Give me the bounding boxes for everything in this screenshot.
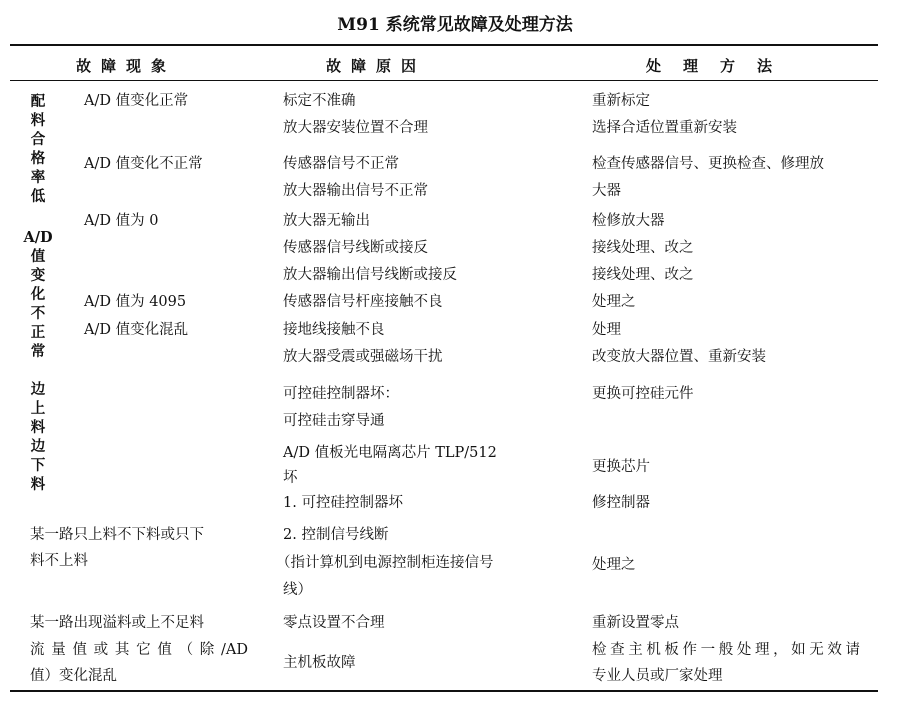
header-symptom: 故障现象 <box>76 57 177 75</box>
header-method: 处理方法 <box>646 57 795 75</box>
cause-cell: 2. 控制信号线断 <box>283 527 389 543</box>
cause-cell: 放大器输出信号不正常 <box>283 183 428 199</box>
method-cell: 处理之 <box>592 557 636 573</box>
cause-cell: 接地线接触不良 <box>283 322 385 338</box>
cause-cell: 可控硅击穿导通 <box>283 413 385 429</box>
cause-cell: 可控硅控制器坏： <box>283 386 399 402</box>
symptom-cell: 某一路出现溢料或上不足料 <box>30 615 204 631</box>
method-cell: 改变放大器位置、重新安装 <box>592 349 766 365</box>
symptom-cell: A/D 值变化混乱 <box>84 322 189 338</box>
cause-cell: 传感器信号线断或接反 <box>283 240 428 256</box>
cause-cell: 零点设置不合理 <box>283 615 385 631</box>
method-cell: 更换芯片 <box>592 459 650 475</box>
method-cell: 检查主机板作一般处理，如无效请 <box>592 642 860 658</box>
method-cell: 专业人员或厂家处理 <box>592 668 723 684</box>
method-cell: 重新设置零点 <box>592 615 679 631</box>
cause-cell: 传感器信号不正常 <box>283 156 399 172</box>
cause-cell: 放大器输出信号线断或接反 <box>283 267 457 283</box>
cause-cell: 标定不准确 <box>283 93 356 109</box>
symptom-cell: A/D 值变化正常 <box>84 93 189 109</box>
page-title: M91 系统常见故障及处理方法 <box>337 15 573 35</box>
method-cell: 检查传感器信号、更换检查、修理放 <box>592 156 824 172</box>
symptom-cell: A/D 值为 4095 <box>84 294 187 310</box>
cause-cell: 放大器无输出 <box>283 213 370 229</box>
group-label-ad: A/D 值 变 化 不 正 常 <box>23 229 53 360</box>
method-cell: 重新标定 <box>592 93 650 109</box>
symptom-cell: 某一路只上料不下料或只下 <box>30 527 204 543</box>
method-cell: 大器 <box>592 183 621 199</box>
method-cell: 处理 <box>592 322 621 338</box>
group-label-batching: 配 料 合 格 率 低 <box>30 93 46 205</box>
method-cell: 处理之 <box>592 294 636 310</box>
symptom-cell: 值）变化混乱 <box>30 668 117 684</box>
cause-cell: 放大器受震或强磁场干扰 <box>283 349 443 365</box>
header-cause: 故障原因 <box>326 57 427 75</box>
group-label-feeding: 边 上 料 边 下 料 <box>30 381 46 493</box>
cause-cell: 传感器信号杆座接触不良 <box>283 294 443 310</box>
top-rule <box>10 44 878 46</box>
method-cell: 检修放大器 <box>592 213 665 229</box>
symptom-cell: A/D 值为 0 <box>84 213 159 229</box>
cause-cell: 坏 <box>283 470 298 486</box>
method-cell: 更换可控硅元件 <box>592 386 694 402</box>
method-cell: 修控制器 <box>592 495 650 511</box>
symptom-cell: A/D 值变化不正常 <box>84 156 203 172</box>
header-rule <box>10 80 878 81</box>
symptom-cell: 料不上料 <box>30 553 88 569</box>
method-cell: 选择合适位置重新安装 <box>592 120 737 136</box>
cause-cell: A/D 值板光电隔离芯片 TLP/512 <box>283 445 497 461</box>
symptom-cell: 流量值或其它值（除/AD <box>30 642 248 658</box>
bottom-rule <box>10 690 878 692</box>
cause-cell: （指计算机到电源控制柜连接信号 <box>276 555 494 571</box>
method-cell: 接线处理、改之 <box>592 240 694 256</box>
cause-cell: 1. 可控硅控制器坏 <box>283 495 403 511</box>
cause-cell: 主机板故障 <box>283 655 356 671</box>
method-cell: 接线处理、改之 <box>592 267 694 283</box>
cause-cell: 放大器安装位置不合理 <box>283 120 428 136</box>
cause-cell: 线） <box>283 582 312 598</box>
